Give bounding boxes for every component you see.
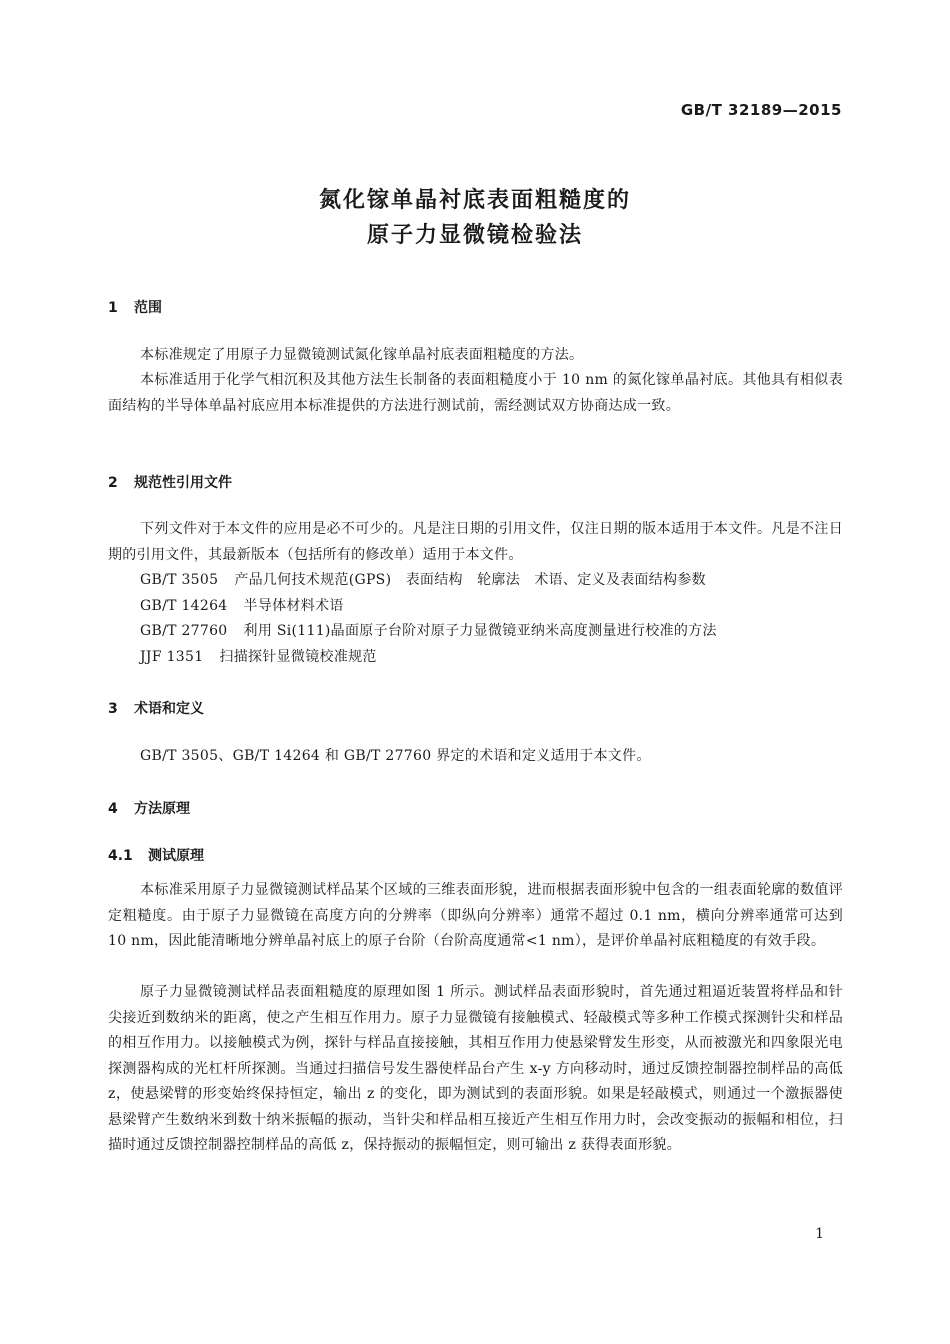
reference-title: 半导体材料术语 xyxy=(243,598,344,614)
section-title: 方法原理 xyxy=(134,801,190,817)
reference-code: GB/T 14264 xyxy=(140,598,228,614)
section-number: 4 xyxy=(108,801,118,817)
section-2-heading xyxy=(108,472,232,492)
section-number: 3 xyxy=(108,701,118,717)
subsection-title: 测试原理 xyxy=(148,848,204,864)
paragraph: 下列文件对于本文件的应用是必不可少的。凡是注日期的引用文件，仅注日期的版本适用于本文件。凡是不注日期的引用文件，其最新版本（包括所有的修改单）适用于本文件。 xyxy=(108,521,843,563)
document-title-line-1: 氮化镓单晶衬底表面粗糙度的 xyxy=(318,188,631,213)
section-title: 范围 xyxy=(134,300,162,316)
reference-item xyxy=(140,568,706,594)
reference-title: 利用 Si(111)晶面原子台阶对原子力显微镜亚纳米高度测量进行校准的方法 xyxy=(243,623,717,639)
paragraph: 本标准规定了用原子力显微镜测试氮化镓单晶衬底表面粗糙度的方法。 xyxy=(140,347,584,363)
reference-code: GB/T 27760 xyxy=(140,623,228,639)
subsection-number: 4.1 xyxy=(108,848,133,864)
section-4-heading xyxy=(108,798,190,818)
page-number: 1 xyxy=(815,1226,824,1242)
standard-code: GB/T 32189—2015 xyxy=(680,101,842,119)
section-number: 1 xyxy=(108,300,118,316)
section-title: 术语和定义 xyxy=(134,701,204,717)
document-title-line-2: 原子力显微镜检验法 xyxy=(366,223,583,248)
paragraph: GB/T 3505、GB/T 14264 和 GB/T 27760 界定的术语和定义适用于本文件。 xyxy=(140,748,651,764)
section-number: 2 xyxy=(108,475,118,491)
section-title: 规范性引用文件 xyxy=(134,475,232,491)
section-3-heading xyxy=(108,698,204,718)
reference-item xyxy=(140,619,717,645)
reference-code: JJF 1351 xyxy=(140,649,204,665)
paragraph: 本标准适用于化学气相沉积及其他方法生长制备的表面粗糙度小于 10 nm 的氮化镓单晶衬底。其他具有相似表面结构的半导体单晶衬底应用本标准提供的方法进行测试前，需经测试双方协商达成一致。 xyxy=(108,372,843,414)
reference-title: 扫描探针显微镜校准规范 xyxy=(219,649,377,665)
reference-title: 产品几何技术规范(GPS) 表面结构 轮廓法 术语、定义及表面结构参数 xyxy=(234,572,706,588)
reference-code: GB/T 3505 xyxy=(140,572,219,588)
reference-item xyxy=(140,645,377,671)
subsection-4-1-heading xyxy=(108,845,204,865)
paragraph: 原子力显微镜测试样品表面粗糙度的原理如图 1 所示。测试样品表面形貌时，首先通过粗逼近装置将样品和针尖接近到数纳米的距离，使之产生相互作用力。原子力显微镜有接触模式、轻敲模式等多种工作模式探测针尖和样品的相互作用力。以接触模式为例，探针与样品直接接触，其相互作用力使悬梁臂发生形变，从而被激光和四象限光电探测器构成的光杠杆所探测。当通过扫描信号发生器使样品台产生 x-y 方向移动时，通过反馈控制器控制样品的高低 z，使悬梁臂的形变始终保持恒定，输出 z 的变化，即为测试到的表面形貌。如果是轻敲模式，则通过一个激振器使悬梁臂产生数纳米到数十纳米振幅的振动，当针尖和样品相互接近产生相互作用力时，会改变振动的振幅和相位，扫描时通过反馈控制器控制样品的高低 z，保持振动的振幅恒定，则可输出 z 获得表面形貌。 xyxy=(108,984,843,1153)
section-1-heading xyxy=(108,297,162,317)
paragraph: 本标准采用原子力显微镜测试样品某个区域的三维表面形貌，进而根据表面形貌中包含的一组表面轮廓的数值评定粗糙度。由于原子力显微镜在高度方向的分辨率（即纵向分辨率）通常不超过 0.1 nm，横向分辨率通常可达到 10 nm，因此能清晰地分辨单晶衬底上的原子台阶（台阶高度通常<1 nm），是评价单晶衬底粗糙度的有效手段。 xyxy=(108,882,843,949)
reference-item xyxy=(140,594,344,620)
